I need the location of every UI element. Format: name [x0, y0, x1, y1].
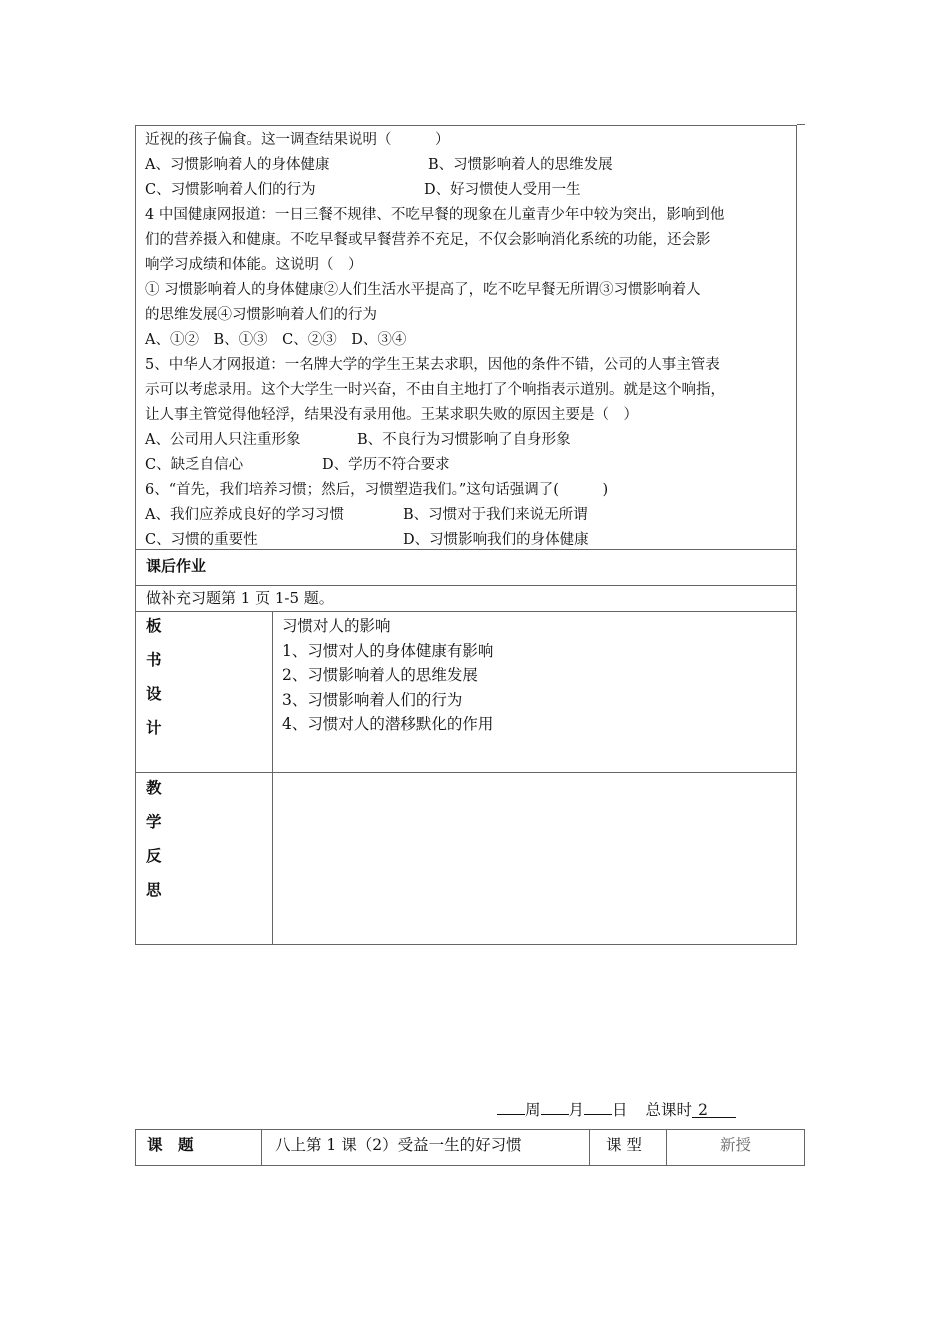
question-6-option-c: C、习惯的重要性	[145, 532, 258, 548]
week-blank	[497, 1096, 525, 1115]
board-label-char: 设	[146, 685, 162, 703]
question-5-option-c: C、缺乏自信心	[145, 457, 244, 473]
question-5-line-2: 示可以考虑录用。这个大学生一时兴奋，不由自主地打了个响指表示道别。就是这个响指，	[145, 382, 725, 398]
question-3-options-ab	[145, 153, 788, 178]
reflection-label-char: 教	[146, 779, 162, 797]
lesson-header-table	[135, 1129, 805, 1166]
date-line	[497, 1096, 736, 1121]
question-6-option-b: B、习惯对于我们来说无所谓	[403, 507, 588, 523]
question-4-line-3: 响学习成绩和体能。这说明（ ）	[145, 257, 363, 273]
lesson-type-label: 课 型	[590, 1130, 667, 1165]
question-3-tail: 近视的孩子偏食。这一调查结果说明（ ）	[145, 132, 450, 148]
question-5-line-3: 让人事主管觉得他轻浮，结果没有录用他。王某求职失败的原因主要是（ ）	[145, 407, 638, 423]
board-item: 1、习惯对人的身体健康有影响	[282, 641, 494, 660]
question-5-option-a: A、公司用人只注重形象	[145, 432, 301, 448]
day-label: 日	[612, 1101, 628, 1119]
question-5-options-cd	[145, 453, 788, 478]
board-label-char: 书	[146, 651, 162, 669]
board-design-label-cell	[136, 612, 273, 772]
question-4-options: A、①② B、①③ C、②③ D、③④	[145, 332, 407, 348]
total-hours-value: 2	[692, 1099, 736, 1118]
lesson-table	[135, 125, 797, 945]
homework-content: 做补充习题第 1 页 1-5 题。	[146, 589, 334, 607]
day-blank	[584, 1096, 612, 1115]
board-title: 习惯对人的影响	[282, 617, 391, 635]
lesson-type-value: 新授	[719, 1136, 751, 1154]
question-4-statements-2: 的思维发展④习惯影响着人们的行为	[145, 307, 377, 323]
total-hours-label: 总课时	[645, 1101, 693, 1119]
question-3-option-d: D、好习惯使人受用一生	[424, 182, 581, 198]
topic-label: 课 题	[136, 1130, 262, 1165]
question-6-options-ab	[145, 503, 788, 528]
question-6-option-a: A、我们应养成良好的学习习惯	[145, 507, 344, 523]
question-5-option-b: B、不良行为习惯影响了自身形象	[357, 432, 571, 448]
question-5-options-ab	[145, 428, 788, 453]
topic-value: 八上第 1 课（2）受益一生的好习惯	[262, 1130, 590, 1165]
board-label-char: 计	[146, 719, 162, 737]
reflection-label-char: 思	[146, 881, 162, 899]
reflection-label-char: 反	[146, 847, 162, 865]
board-design-content	[282, 614, 493, 737]
teaching-reflection-section	[136, 773, 796, 945]
board-design-section	[136, 612, 796, 773]
month-blank	[541, 1096, 569, 1115]
question-4-line-1: 4 中国健康网报道：一日三餐不规律、不吃早餐的现象在儿童青少年中较为突出，影响到他	[145, 207, 725, 223]
exercise-section	[136, 126, 796, 550]
board-item: 2、习惯影响着人的思维发展	[282, 666, 478, 684]
board-label-char: 板	[146, 617, 162, 635]
question-5-option-d: D、学历不符合要求	[322, 457, 450, 473]
question-3-option-c: C、习惯影响着人们的行为	[145, 182, 316, 198]
homework-header	[136, 550, 796, 586]
reflection-label-char: 学	[146, 813, 162, 831]
month-label: 月	[568, 1101, 585, 1119]
question-4-statements-1: ① 习惯影响着人的身体健康②人们生活水平提高了，吃不吃早餐无所谓③习惯影响着人	[145, 282, 701, 298]
question-6-option-d: D、习惯影响我们的身体健康	[403, 532, 589, 548]
homework-body	[136, 586, 796, 612]
reflection-label-cell	[136, 773, 273, 945]
question-6-line: 6、“首先，我们培养习惯；然后，习惯塑造我们。”这句话强调了( )	[145, 482, 609, 498]
homework-title: 课后作业	[146, 557, 207, 575]
board-item: 3、习惯影响着人们的行为	[282, 690, 463, 709]
question-3-option-b: B、习惯影响着人的思维发展	[428, 157, 613, 173]
week-label: 周	[525, 1101, 541, 1119]
question-4-line-2: 们的营养摄入和健康。不吃早餐或早餐营养不充足，不仅会影响消化系统的功能，还会影	[145, 232, 711, 248]
question-3-options-cd	[145, 178, 788, 203]
board-item: 4、习惯对人的潜移默化的作用	[282, 715, 494, 733]
question-3-option-a: A、习惯影响着人的身体健康	[145, 157, 330, 173]
question-5-line-1: 5、中华人才网报道：一名牌大学的学生王某去求职，因他的条件不错，公司的人事主管表	[145, 357, 720, 373]
table-corner-tick	[797, 124, 805, 125]
